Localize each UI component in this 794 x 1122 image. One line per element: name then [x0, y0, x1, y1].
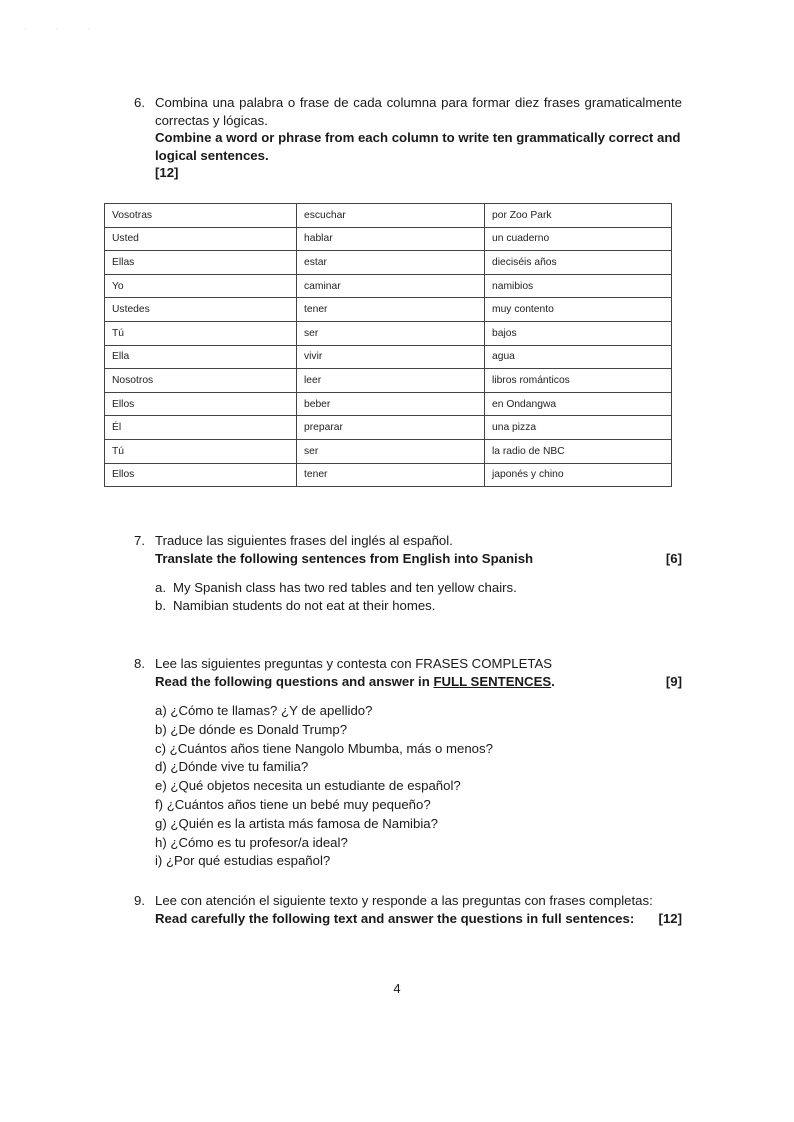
questions-list — [155, 702, 682, 871]
marks: [9] — [665, 673, 682, 689]
verb-cell: tener — [297, 298, 485, 322]
instruction-english: Translate the following sentences from English into Spanish — [155, 550, 534, 566]
table-row — [105, 274, 672, 298]
verb-cell: caminar — [297, 274, 485, 298]
question-item: g) ¿Quién es la artista más famosa de Namibia? — [155, 815, 438, 831]
complement-cell: por Zoo Park — [485, 204, 672, 228]
marks: [12] — [155, 165, 179, 180]
question-6 — [134, 94, 682, 182]
table-row — [105, 463, 672, 487]
question-item: i) ¿Por qué estudias español? — [155, 853, 331, 869]
question-item: h) ¿Cómo es tu profesor/a ideal? — [155, 834, 348, 850]
subject-cell: Ellos — [105, 463, 297, 487]
word-combination-table — [104, 203, 672, 487]
verb-cell: estar — [297, 251, 485, 275]
complement-cell: bajos — [485, 321, 672, 345]
table-row — [105, 298, 672, 322]
instruction-spanish: Lee las siguientes preguntas y contesta con FRASES COMPLETAS — [155, 656, 553, 671]
verb-cell: beber — [297, 392, 485, 416]
table-row — [105, 204, 672, 228]
instruction-english: Combine a word or phrase from each column to write ten grammatically correct and logical sentences. — [155, 130, 681, 163]
list-item: b. Namibian students do not eat at their homes. — [155, 597, 436, 613]
question-item: c) ¿Cuántos años tiene Nangolo Mbumba, más o menos? — [155, 740, 493, 756]
verb-cell: tener — [297, 463, 485, 487]
subject-cell: Ellos — [105, 392, 297, 416]
question-number: 7. — [134, 533, 145, 548]
instruction-english: Read the following questions and answer in FULL SENTENCES. — [155, 673, 555, 689]
complement-cell: dieciséis años — [485, 251, 672, 275]
verb-cell: ser — [297, 439, 485, 463]
page-number: 4 — [393, 981, 401, 996]
marks: [6] — [665, 550, 682, 566]
emphasis-underlined: FULL SENTENCES — [433, 673, 552, 689]
verb-cell: preparar — [297, 416, 485, 440]
verb-cell: ser — [297, 321, 485, 345]
complement-cell: agua — [485, 345, 672, 369]
complement-cell: un cuaderno — [485, 227, 672, 251]
verb-cell: escuchar — [297, 204, 485, 228]
table-row — [105, 392, 672, 416]
subject-cell: Él — [105, 416, 297, 440]
question-item: d) ¿Dónde vive tu familia? — [155, 759, 309, 775]
table-row — [105, 416, 672, 440]
subject-cell: Yo — [105, 274, 297, 298]
question-item: e) ¿Qué objetos necesita un estudiante de español? — [155, 778, 461, 794]
subject-cell: Nosotros — [105, 369, 297, 393]
verb-cell: hablar — [297, 227, 485, 251]
instruction-spanish: Traduce las siguientes frases del inglés al español. — [155, 533, 453, 548]
complement-cell: namibios — [485, 274, 672, 298]
subject-cell: Ellas — [105, 251, 297, 275]
table-row — [105, 369, 672, 393]
subject-cell: Tú — [105, 439, 297, 463]
question-number: 6. — [134, 95, 145, 110]
translation-list — [155, 579, 682, 614]
complement-cell: muy contento — [485, 298, 672, 322]
table-row — [105, 321, 672, 345]
question-number: 8. — [134, 656, 145, 671]
table-row — [105, 251, 672, 275]
subject-cell: Ella — [105, 345, 297, 369]
table-row — [105, 345, 672, 369]
table-row — [105, 439, 672, 463]
complement-cell: japonés y chino — [485, 463, 672, 487]
subject-cell: Usted — [105, 227, 297, 251]
complement-cell: una pizza — [485, 416, 672, 440]
question-item: f) ¿Cuántos años tiene un bebé muy pequeño? — [155, 796, 431, 812]
question-item: a) ¿Cómo te llamas? ¿Y de apellido? — [155, 703, 373, 718]
verb-cell: leer — [297, 369, 485, 393]
question-8 — [134, 655, 682, 871]
table-row — [105, 227, 672, 251]
question-number: 9. — [134, 893, 145, 908]
instruction-spanish: Combina una palabra o frase de cada columna para formar diez frases gramaticalmente correctas y lógicas. — [155, 95, 682, 128]
list-item: a. My Spanish class has two red tables and ten yellow chairs. — [155, 580, 517, 595]
subject-cell: Vosotras — [105, 204, 297, 228]
marks: [12] — [658, 910, 682, 926]
subject-cell: Tú — [105, 321, 297, 345]
complement-cell: la radio de NBC — [485, 439, 672, 463]
subject-cell: Ustedes — [105, 298, 297, 322]
instruction-spanish: Lee con atención el siguiente texto y responde a las preguntas con frases completas: — [155, 893, 653, 908]
complement-cell: en Ondangwa — [485, 392, 672, 416]
instruction-english: Read carefully the following text and answer the questions in full sentences: — [155, 910, 635, 926]
question-9 — [134, 892, 682, 927]
scan-marks: · · · — [24, 26, 104, 32]
question-item: b) ¿De dónde es Donald Trump? — [155, 721, 348, 737]
question-7 — [134, 532, 682, 614]
complement-cell: libros románticos — [485, 369, 672, 393]
verb-cell: vivir — [297, 345, 485, 369]
